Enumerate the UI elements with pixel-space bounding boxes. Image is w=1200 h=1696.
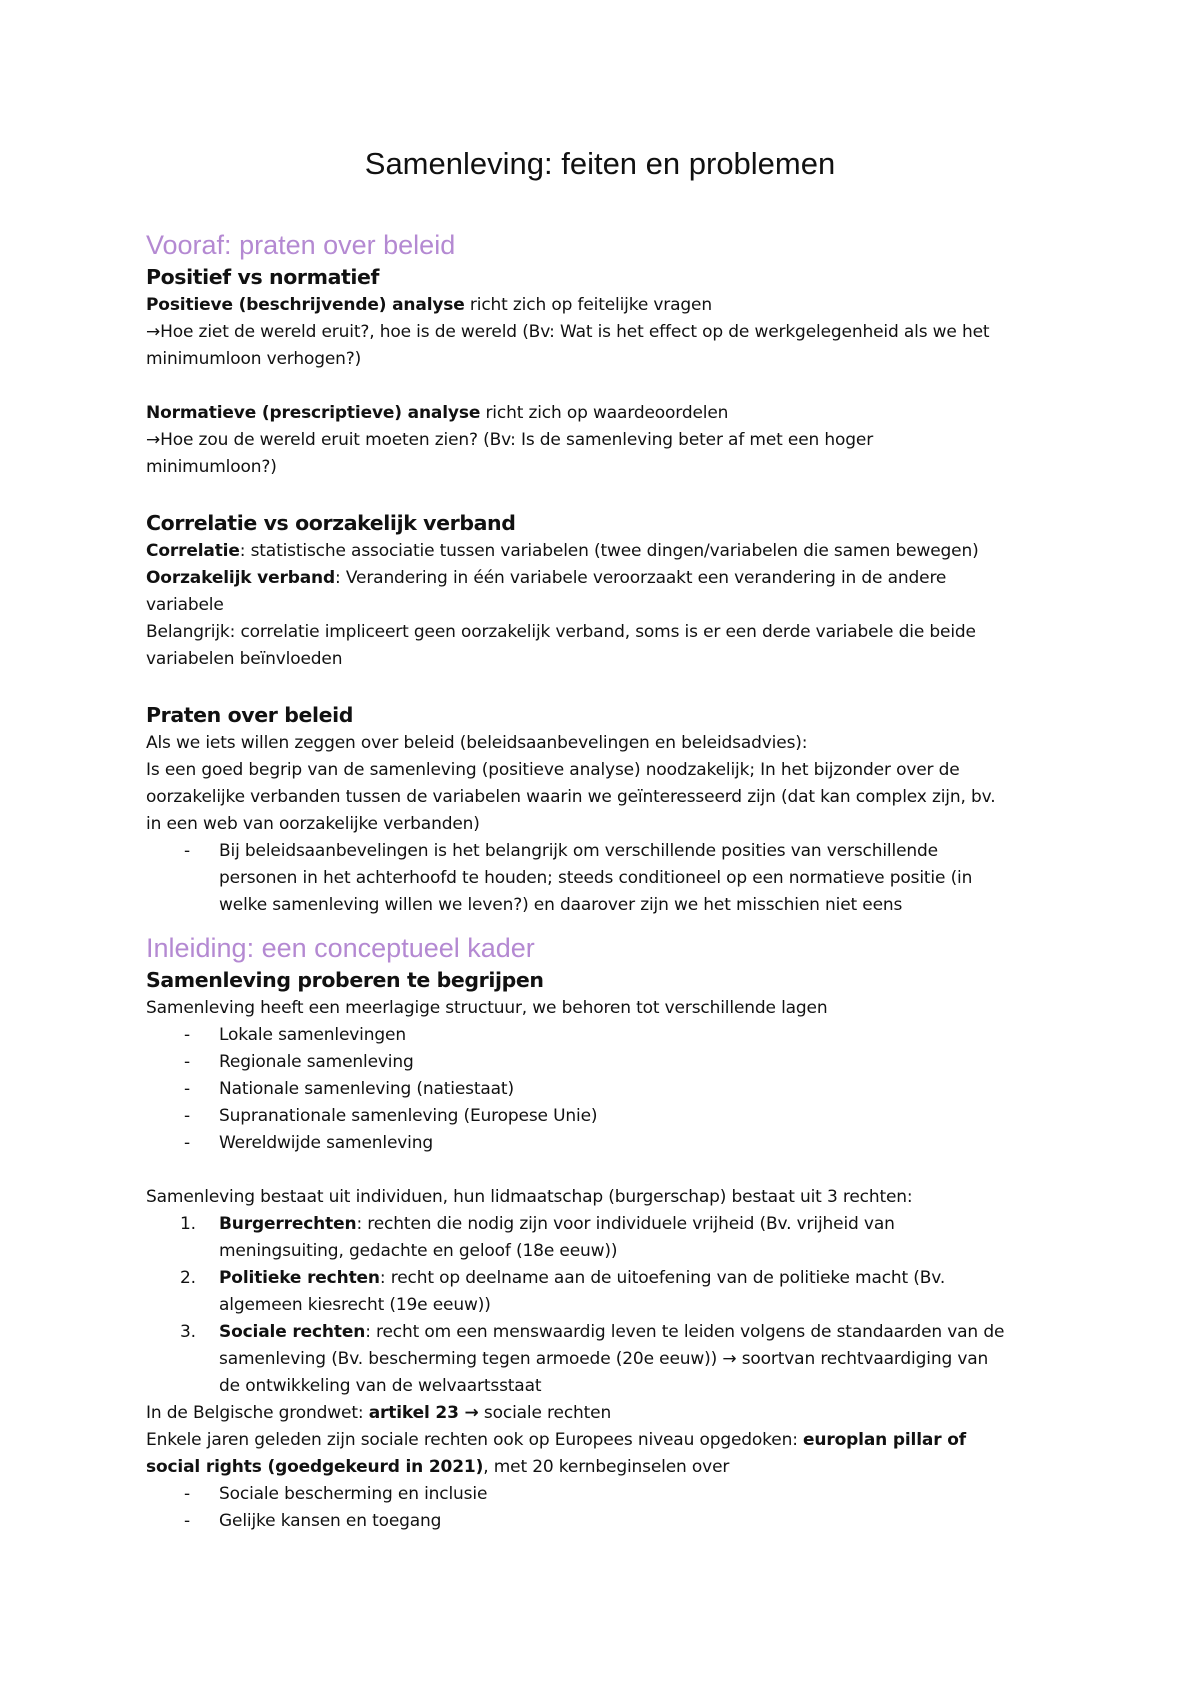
section-heading-inleiding: Inleiding: een conceptueel kader xyxy=(146,933,535,963)
term-politieke-rechten: Politieke rechten xyxy=(219,1268,380,1288)
text: : rechten die nodig zijn voor individuele vrijheid (Bv. vrijheid van xyxy=(356,1214,895,1234)
list-item-burgerrechten xyxy=(146,1211,1086,1238)
layers-list xyxy=(146,1022,1086,1157)
list-number: 1. xyxy=(180,1214,196,1234)
list-item-text: Supranationale samenleving (Europese Unie) xyxy=(219,1106,598,1126)
list-item-continuation: algemeen kiesrecht (19e eeuw)) xyxy=(219,1295,491,1315)
bullet-dash: - xyxy=(184,1025,190,1045)
list-item-continuation: samenleving (Bv. bescherming tegen armoede (20e eeuw)) → soortvan rechtvaardiging van xyxy=(219,1349,989,1369)
text-line: →Hoe zou de wereld eruit moeten zien? (Bv: Is de samenleving beter af met een hoger xyxy=(146,430,874,450)
text-line: Belangrijk: correlatie impliceert geen oorzakelijk verband, soms is er een derde variabele die beide xyxy=(146,622,976,642)
list-item xyxy=(146,1076,1086,1103)
list-item-continuation: personen in het achterhoofd te houden; steeds conditioneel op een normatieve positie (in xyxy=(219,868,973,888)
text: richt zich op waardeoordelen xyxy=(480,403,729,423)
rights-list xyxy=(146,1211,1086,1400)
text: In de Belgische grondwet: xyxy=(146,1403,369,1423)
document-body xyxy=(146,228,1086,1535)
paragraph-correlatie xyxy=(146,538,1086,565)
term-correlatie: Correlatie xyxy=(146,541,240,561)
bullet-dash: - xyxy=(184,1052,190,1072)
term-sociale-rechten: Sociale rechten xyxy=(219,1322,366,1342)
term-normatieve-analyse: Normatieve (prescriptieve) analyse xyxy=(146,403,481,423)
term-positieve-analyse: Positieve (beschrijvende) analyse xyxy=(146,295,465,315)
text-line: in een web van oorzakelijke verbanden) xyxy=(146,814,480,834)
list-item xyxy=(146,1130,1086,1157)
text: : recht op deelname aan de uitoefening van de politieke macht (Bv. xyxy=(379,1268,946,1288)
list-item xyxy=(146,1508,1086,1535)
document-title: Samenleving: feiten en problemen xyxy=(364,146,836,181)
bullet-dash: - xyxy=(184,1079,190,1099)
text-line xyxy=(146,1454,1086,1481)
list-item xyxy=(146,1103,1086,1130)
text-line: Als we iets willen zeggen over beleid (beleidsaanbevelingen en beleidsadvies): xyxy=(146,733,808,753)
text: sociale rechten xyxy=(478,1403,612,1423)
text: richt zich op feitelijke vragen xyxy=(464,295,712,315)
list-number: 3. xyxy=(180,1322,196,1342)
bullet-dash: - xyxy=(184,841,190,861)
text-line: Samenleving bestaat uit individuen, hun lidmaatschap (burgerschap) bestaat uit 3 rechten: xyxy=(146,1187,913,1207)
subheading-positief-normatief: Positief vs normatief xyxy=(146,265,380,289)
bullet-dash: - xyxy=(184,1106,190,1126)
list-item-text: Lokale samenlevingen xyxy=(219,1025,406,1045)
list-item xyxy=(146,1481,1086,1508)
text-line: Is een goed begrip van de samenleving (positieve analyse) noodzakelijk; In het bijzonder over de xyxy=(146,760,960,780)
bullet-dash: - xyxy=(184,1484,190,1504)
term-social-rights: social rights (goedgekeurd in 2021) xyxy=(146,1457,484,1477)
paragraph-normatieve-analyse xyxy=(146,400,1086,427)
list-item-text: Gelijke kansen en toegang xyxy=(219,1511,442,1531)
bullet-dash: - xyxy=(184,1511,190,1531)
list-number: 2. xyxy=(180,1268,196,1288)
text: : recht om een menswaardig leven te leiden volgens de standaarden van de xyxy=(365,1322,1005,1342)
text-line: minimumloon?) xyxy=(146,457,277,477)
subheading-praten-over-beleid: Praten over beleid xyxy=(146,703,354,727)
text: : statistische associatie tussen variabelen (twee dingen/variabelen die samen bewegen) xyxy=(239,541,979,561)
term-artikel-23: artikel 23 → xyxy=(368,1403,479,1423)
paragraph-positieve-analyse xyxy=(146,292,1086,319)
pillars-list xyxy=(146,1481,1086,1535)
list-item xyxy=(146,838,1086,865)
list-item xyxy=(146,1022,1086,1049)
list-item-text: Bij beleidsaanbevelingen is het belangrijk om verschillende posities van verschillende xyxy=(219,841,938,861)
bullet-dash: - xyxy=(184,1133,190,1153)
list-item-text: Regionale samenleving xyxy=(219,1052,414,1072)
list-item-text: Nationale samenleving (natiestaat) xyxy=(219,1079,514,1099)
list-item-sociale-rechten xyxy=(146,1319,1086,1346)
subheading-samenleving-begrijpen: Samenleving proberen te begrijpen xyxy=(146,968,544,992)
list-item-continuation: welke samenleving willen we leven?) en daarover zijn we het misschien niet eens xyxy=(219,895,903,915)
text-line: Samenleving heeft een meerlagige structuur, we behoren tot verschillende lagen xyxy=(146,998,828,1018)
list-item-text: Sociale bescherming en inclusie xyxy=(219,1484,488,1504)
paragraph-grondwet xyxy=(146,1400,1086,1427)
subheading-correlatie: Correlatie vs oorzakelijk verband xyxy=(146,511,516,535)
list-item-continuation: meningsuiting, gedachte en geloof (18e eeuw)) xyxy=(219,1241,618,1261)
text-line: →Hoe ziet de wereld eruit?, hoe is de wereld (Bv: Wat is het effect op de werkgelegenheid als we het xyxy=(146,322,990,342)
text: : Verandering in één variabele veroorzaakt een verandering in de andere xyxy=(335,568,947,588)
list-item xyxy=(146,1049,1086,1076)
term-oorzakelijk-verband: Oorzakelijk verband xyxy=(146,568,336,588)
text-line: minimumloon verhogen?) xyxy=(146,349,362,369)
section-heading-vooraf: Vooraf: praten over beleid xyxy=(146,230,456,260)
list-item-politieke-rechten xyxy=(146,1265,1086,1292)
text-line: variabele xyxy=(146,595,224,615)
text-line: variabelen beïnvloeden xyxy=(146,649,343,669)
list-item-text: Wereldwijde samenleving xyxy=(219,1133,434,1153)
paragraph-oorzakelijk-verband xyxy=(146,565,1086,592)
term-burgerrechten: Burgerrechten xyxy=(219,1214,357,1234)
text-line: oorzakelijke verbanden tussen de variabelen waarin we geïnteresseerd zijn (dat kan complex zijn, bv. xyxy=(146,787,996,807)
term-europlan-pillar: europlan pillar of xyxy=(803,1430,967,1450)
text: , met 20 kernbeginselen over xyxy=(483,1457,730,1477)
list-item-continuation: de ontwikkeling van de welvaartsstaat xyxy=(219,1376,542,1396)
paragraph-europees-niveau xyxy=(146,1427,1086,1454)
text: Enkele jaren geleden zijn sociale rechten ook op Europees niveau opgedoken: xyxy=(146,1430,804,1450)
